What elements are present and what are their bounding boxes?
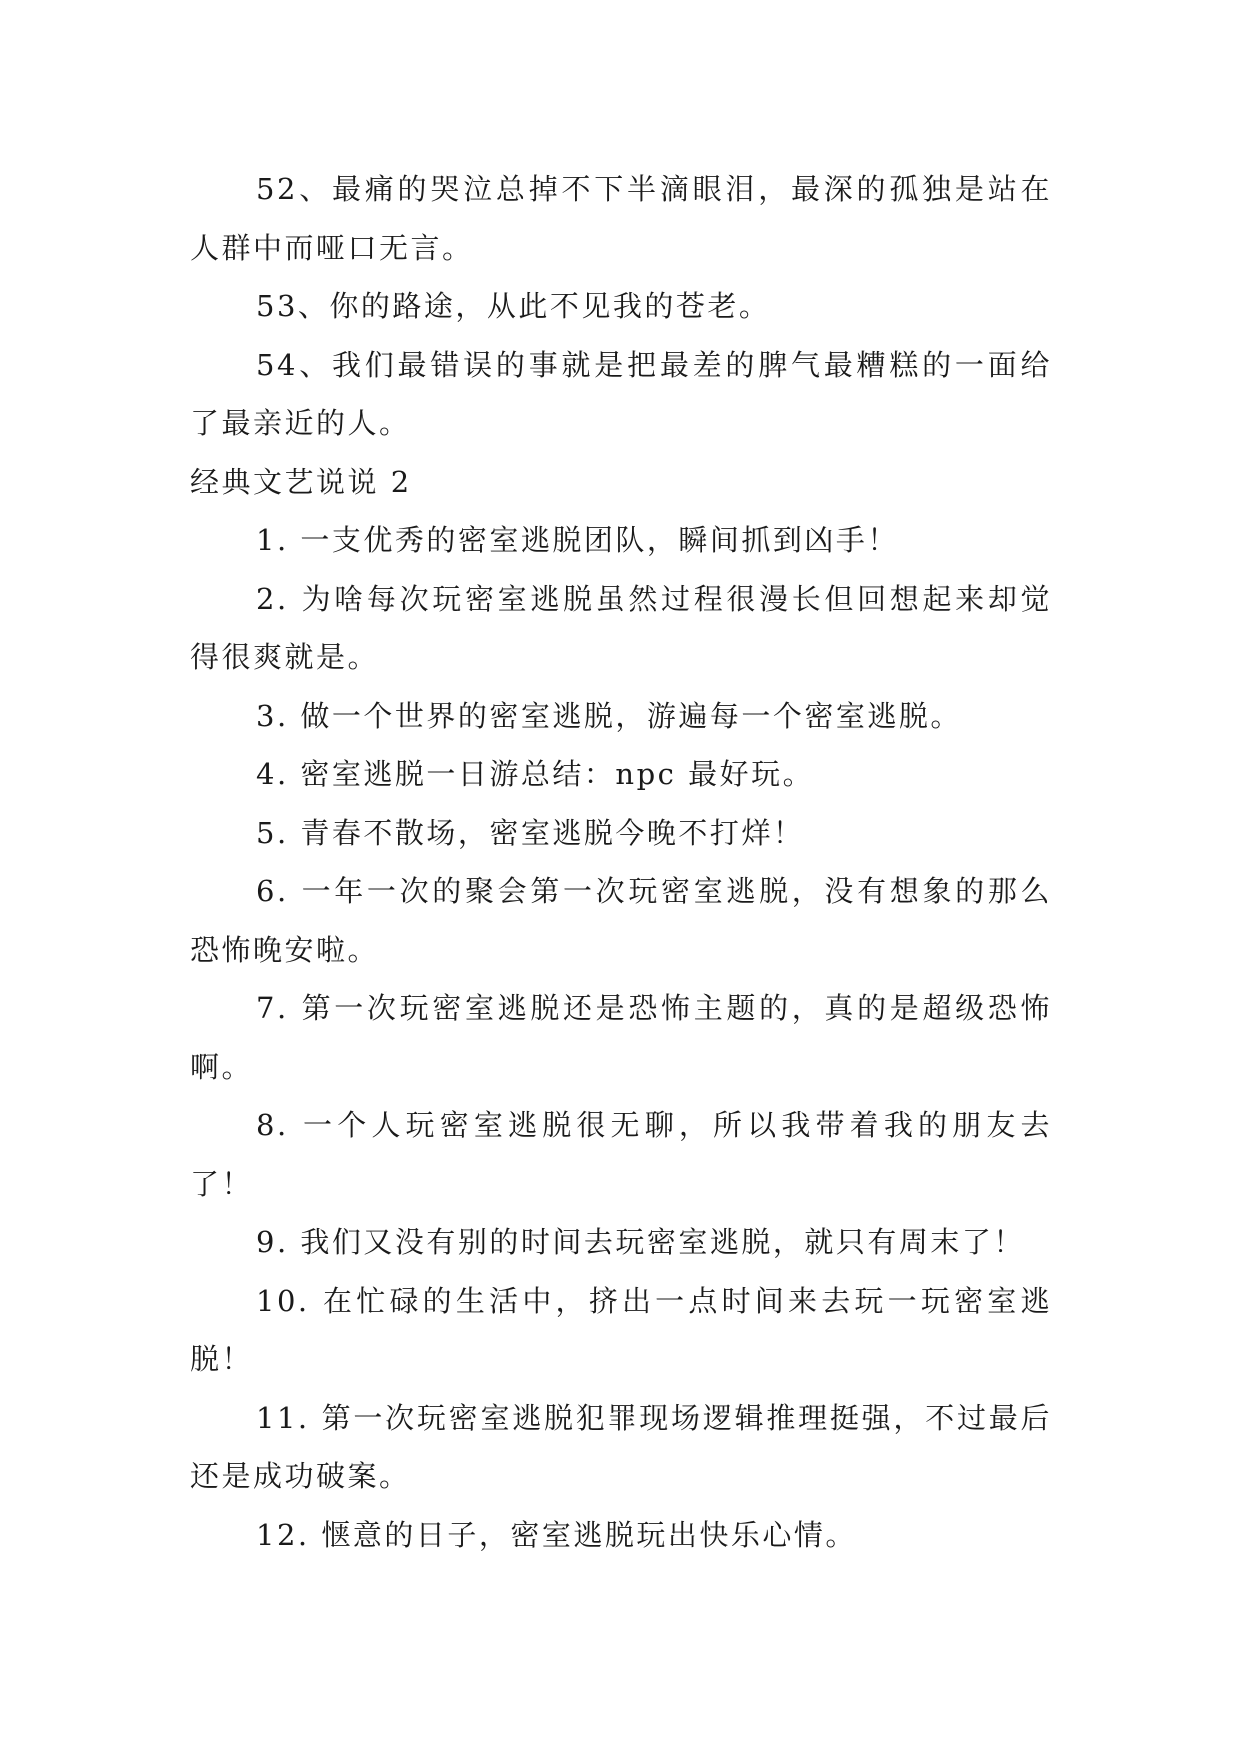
list-item-2: 2. 为啥每次玩密室逃脱虽然过程很漫长但回想起来却觉得很爽就是。 (190, 581, 1052, 674)
list-item-4: 4. 密室逃脱一日游总结：npc 最好玩。 (256, 757, 815, 791)
paragraph-52: 52、最痛的哭泣总掉不下半滴眼泪，最深的孤独是站在人群中而哑口无言。 (190, 172, 1052, 265)
list-item-3: 3. 做一个世界的密室逃脱，游遍每一个密室逃脱。 (256, 698, 962, 733)
paragraph-53: 53、你的路途，从此不见我的苍老。 (256, 289, 771, 323)
list-item-5: 5. 青春不散场，密室逃脱今晚不打烊！ (256, 815, 805, 850)
list-item-6: 6. 一年一次的聚会第一次玩密室逃脱，没有想象的那么恐怖晚安啦。 (190, 874, 1052, 967)
list-item-7: 7. 第一次玩密室逃脱还是恐怖主题的，真的是超级恐怖啊。 (190, 991, 1052, 1084)
list-item-8: 8. 一个人玩密室逃脱很无聊，所以我带着我的朋友去了！ (190, 1108, 1052, 1201)
list-item-1: 1. 一支优秀的密室逃脱团队，瞬间抓到凶手！ (256, 523, 899, 557)
paragraph-54: 54、我们最错误的事就是把最差的脾气最糟糕的一面给了最亲近的人。 (190, 347, 1052, 440)
section-heading: 经典文艺说说 2 (190, 464, 412, 499)
list-item-11: 11. 第一次玩密室逃脱犯罪现场逻辑推理挺强，不过最后还是成功破案。 (190, 1400, 1052, 1493)
list-item-12: 12. 惬意的日子，密室逃脱玩出快乐心情。 (256, 1517, 857, 1552)
document-body (190, 160, 1052, 1564)
list-item-9: 9. 我们又没有别的时间去玩密室逃脱，就只有周末了！ (256, 1225, 1025, 1259)
list-item-10: 10. 在忙碌的生活中，挤出一点时间来去玩一玩密室逃脱！ (190, 1283, 1052, 1376)
